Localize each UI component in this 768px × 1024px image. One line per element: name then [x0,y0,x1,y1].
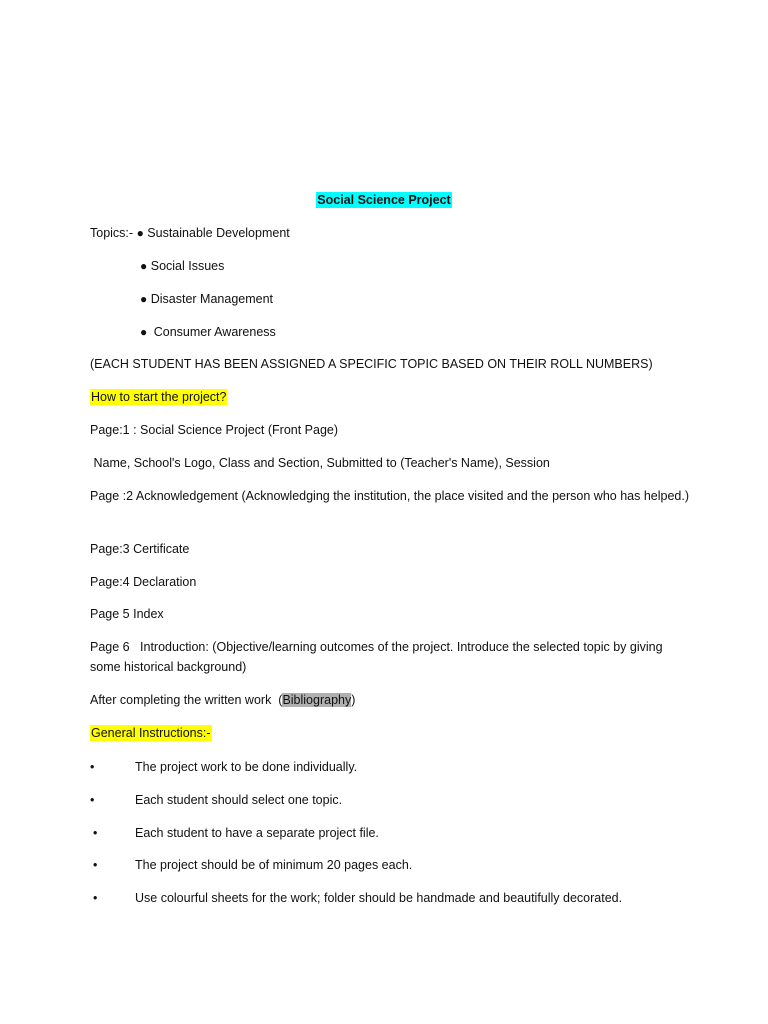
document-title-wrap [0,190,768,210]
assignment-note: (EACH STUDENT HAS BEEN ASSIGNED A SPECIFIC TOPIC BASED ON THEIR ROLL NUMBERS) [90,357,653,371]
general-instructions-text: General Instructions:- [91,726,211,740]
topic-bullet-icon: ● [136,226,144,240]
page-1-detail: Name, School's Logo, Class and Section, Submitted to (Teacher's Name), Session [90,456,550,470]
page-4-line: Page:4 Declaration [90,575,197,589]
document-title: Social Science Project [317,193,451,207]
topic-bullet-icon: ● [140,292,148,306]
how-to-start-heading [90,387,227,407]
topic-item: Consumer Awareness [153,325,276,339]
topic-line [140,289,273,309]
instruction-text: Each student to have a separate project file. [135,826,379,840]
topics-line [90,223,290,243]
instruction-bullet-icon: • [90,760,95,774]
topic-bullet-icon: ● [140,259,148,273]
how-to-start-text: How to start the project? [91,390,227,404]
instruction-bullet-icon: • [93,858,98,872]
instruction-text: Use colourful sheets for the work; folder should be handmade and beautifully decorated. [135,891,623,905]
instruction-bullet-icon: • [93,826,98,840]
page-3-line: Page:3 Certificate [90,542,190,556]
instruction-text: The project should be of minimum 20 pages each. [135,858,413,872]
instruction-text: Each student should select one topic. [135,793,343,807]
instruction-bullet-icon: • [93,891,98,905]
general-instructions-heading [90,723,212,743]
after-written-suffix: ) [351,693,356,707]
page-5-line: Page 5 Index [90,607,164,621]
page-2-line: Page :2 Acknowledgement (Acknowledging the institution, the place visited and the person who has helped.) [90,489,689,503]
instruction-text: The project work to be done individually. [135,760,358,774]
topics-prefix: Topics:- [90,226,134,240]
topic-item: Social Issues [150,259,225,273]
topic-line [140,256,224,276]
page-1-line: Page:1 : Social Science Project (Front Page) [90,423,339,437]
topic-item: Disaster Management [150,292,274,306]
topic-bullet-icon: ● [140,325,148,339]
topic-line [140,322,276,342]
bibliography-highlight: Bibliography [282,693,352,707]
after-written-prefix: After completing the written work ( [90,693,283,707]
instruction-bullet-icon: • [90,793,95,807]
page-6-line: Page 6 Introduction: (Objective/learning outcomes of the project. Introduce the selected topic by giving some historical background) [90,640,667,674]
topic-item: Sustainable Development [147,226,290,240]
after-written-line [90,690,355,710]
